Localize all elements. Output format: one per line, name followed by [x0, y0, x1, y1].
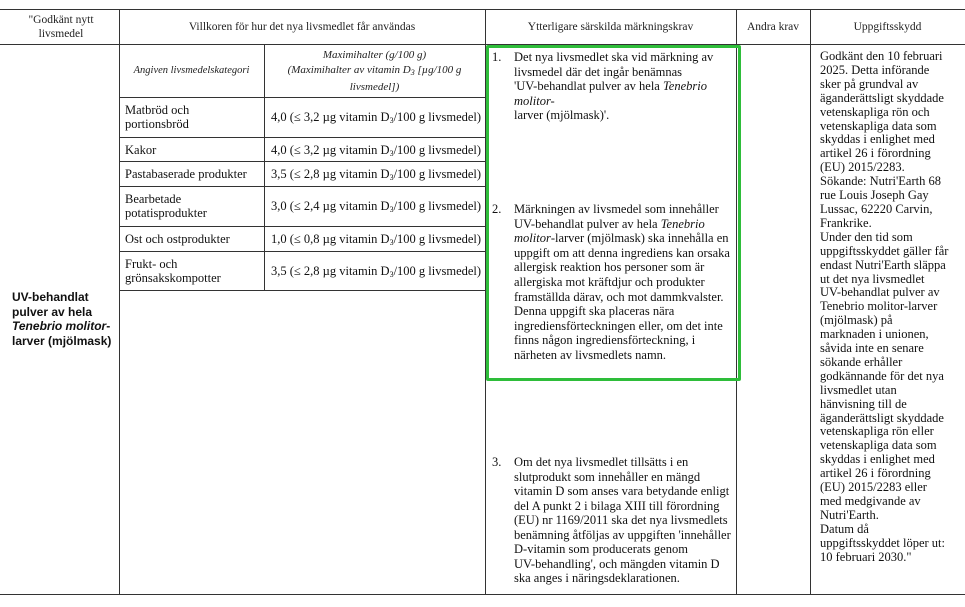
category-value-4: 1,0 (≤ 0,8 µg vitamin $D_3/100$ g livsmedel) — [271, 232, 482, 247]
category-name-4: Ost och ostprodukter — [125, 232, 230, 246]
subheader-max-line1: Maximihalter (g/100 g) — [322, 49, 427, 61]
header-protection: Uppgiftsskydd — [853, 21, 922, 33]
header-conditions: Villkoren för hur det nya livsmedlet får användas — [188, 21, 416, 33]
header-labelling: Ytterligare särskilda märkningskrav — [527, 21, 694, 33]
subtable-row-border-5 — [119, 251, 485, 252]
category-value-5: 3,5 (≤ 2,8 µg vitamin $D_3/100$ g livsmedel) — [271, 264, 482, 279]
category-value-0: 4,0 (≤ 3,2 µg vitamin $D_3/100$ g livsmedel) — [271, 110, 482, 125]
subheader-max-line2: (Maximihalter av vitamin $D_3$ [µg/100 g — [287, 64, 462, 77]
category-value-1: 4,0 (≤ 3,2 µg vitamin $D_3/100$ g livsmedel) — [271, 143, 482, 158]
category-value-3: 3,0 (≤ 2,4 µg vitamin $D_3/100$ g livsmedel) — [271, 199, 482, 214]
subheader-category: Angiven livsmedelskategori — [133, 65, 250, 76]
table-bottom-border — [0, 594, 965, 595]
category-name-2: Pastabaserade produkter — [125, 167, 247, 181]
category-name-0: Matbröd och portionsbröd — [125, 103, 190, 131]
subtable-row-border-0 — [119, 97, 485, 98]
subtable-row-border-6 — [119, 290, 485, 291]
category-name-5: Frukt- och grönsakskompotter — [125, 257, 221, 285]
subtable-row-border-3 — [119, 186, 485, 187]
subheader-max — [264, 48, 485, 95]
table-top-border — [0, 9, 965, 10]
protection-text: Godkänt den 10 februari 2025. Detta införande sker på grundval av äganderättsligt skyddade vetenskapliga rön och vetenskapliga data som skyddas i enlighet med artikel 26 i förordning (EU) 2015/2283. Sökande: Nutri'Earth 68 rue Louis Joseph Gay Lussac, 62220 Carvin, Frankrike. Under den tid som uppgiftsskyddet gäller får endast Nutri'Earth släppa ut det nya livsmedlet UV-behandlat pulver av Tenebrio molitor-larver (mjölmask) på marknaden i unionen, såvida inte en senare sökande erhåller godkännande för det nya livsmedlet utan hänvisning till de äganderättsligt skyddade vetenskapliga rön eller vetenskapliga data som skyddas i enlighet med artikel 26 i förordning (EU) 2015/2283 eller med medgivande av Nutri'Earth. Datum då uppgiftsskyddet löper ut: 10 februari 2030." — [820, 49, 949, 564]
category-value-2: 3,5 (≤ 2,8 µg vitamin $D_3/100$ g livsmedel) — [271, 167, 482, 182]
subtable-row-border-2 — [119, 161, 485, 162]
header-food: "Godkänt nytt livsmedel — [28, 14, 94, 40]
header-other: Andra krav — [746, 21, 800, 33]
header-bottom-border — [0, 44, 965, 45]
category-name-3: Bearbetade potatisprodukter — [125, 192, 207, 220]
food-name: UV-behandlat pulver av hela Tenebrio molitor- larver (mjölmask) — [12, 290, 112, 348]
col-border-4 — [810, 9, 811, 595]
subtable-row-border-1 — [119, 137, 485, 138]
subheader-max-line3: livsmedel]) — [349, 81, 400, 93]
subtable-row-border-4 — [119, 226, 485, 227]
category-name-1: Kakor — [125, 143, 157, 157]
